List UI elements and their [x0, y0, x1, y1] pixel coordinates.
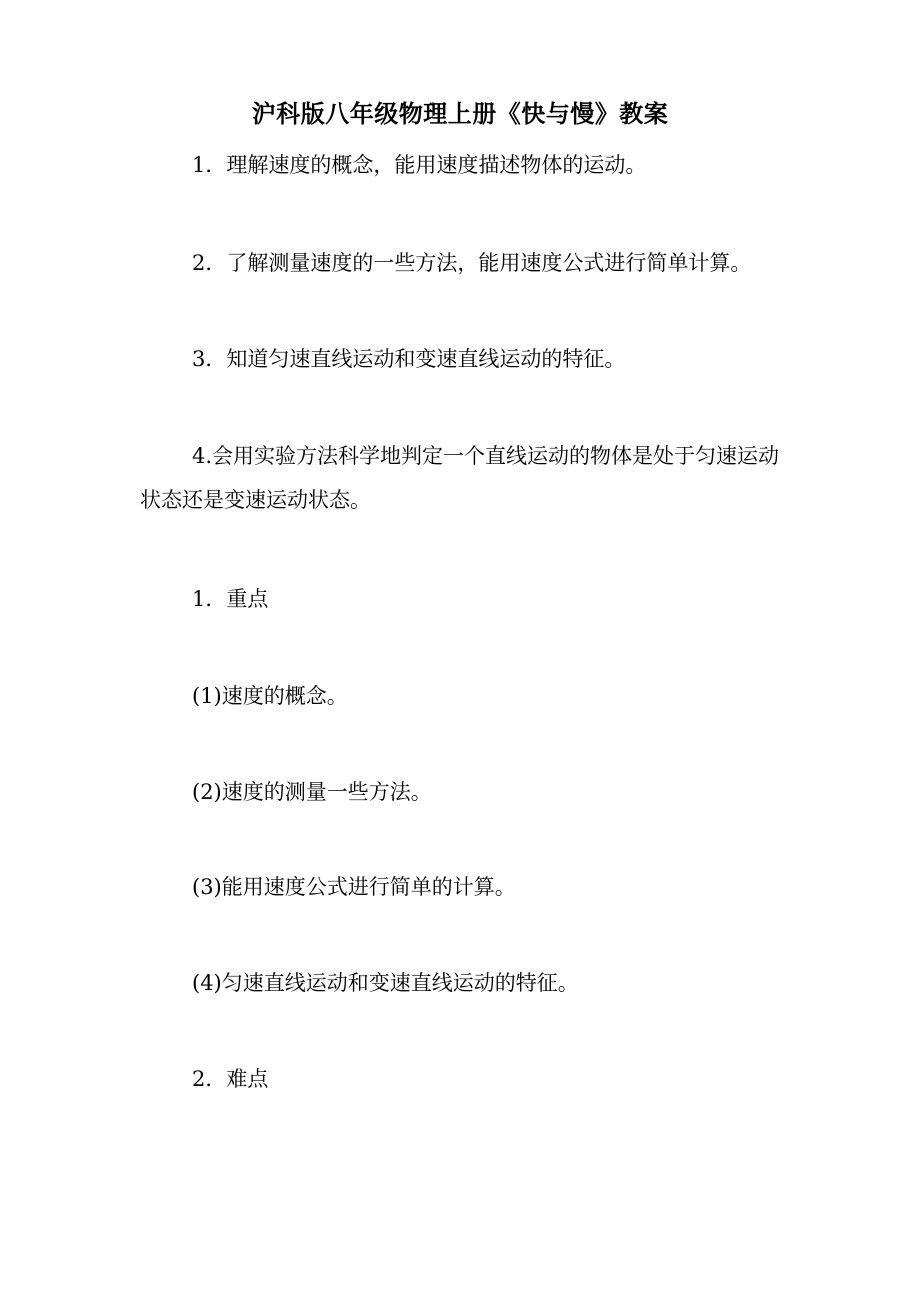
document-title: 沪科版八年级物理上册《快与慢》教案 [251, 99, 669, 128]
objective-2: 2．了解测量速度的一些方法，能用速度公式进行简单计算。 [192, 251, 752, 275]
key-point-4: (4)匀速直线运动和变速直线运动的特征。 [192, 971, 579, 995]
key-point-2: (2)速度的测量一些方法。 [192, 780, 432, 804]
key-point-1: (1)速度的概念。 [192, 684, 348, 708]
key-point-3: (3)能用速度公式进行简单的计算。 [192, 875, 516, 899]
section-key-points: 1．重点 [192, 587, 269, 611]
objective-4: 4.会用实验方法科学地判定一个直线运动的物体是处于匀速运动状态还是变速运动状态。 [140, 444, 780, 512]
objective-3: 3．知道匀速直线运动和变速直线运动的特征。 [192, 347, 626, 371]
objective-1: 1．理解速度的概念，能用速度描述物体的运动。 [192, 153, 647, 177]
section-difficulties: 2．难点 [192, 1067, 269, 1091]
